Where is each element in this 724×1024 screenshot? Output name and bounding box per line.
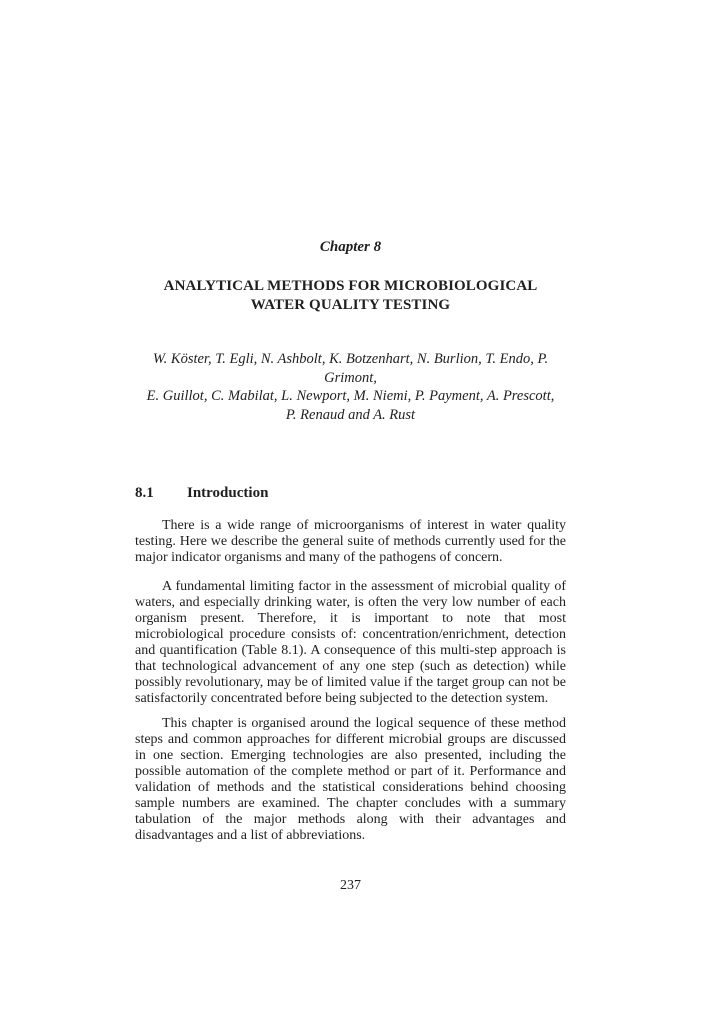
text-block	[135, 0, 566, 894]
author-list-line3: P. Renaud and A. Rust	[285, 406, 416, 423]
section-heading	[135, 484, 566, 502]
chapter-label: Chapter 8	[319, 239, 382, 255]
author-list-line2: E. Guillot, C. Mabilat, L. Newport, M. Niemi, P. Payment, A. Prescott,	[146, 388, 555, 404]
section-number: 8.1	[135, 485, 154, 501]
author-list	[135, 350, 566, 424]
paragraph: A fundamental limiting factor in the assessment of microbial quality of waters, and especially drinking water, is often the very low number of each organism present. Therefore, it is important to note that most microbiological procedure consists of: concentration/enrichment, detection and quantification (Table 8.1). A consequence of this multi-step approach is that technological advancement of any one step (such as detection) while possibly revolutionary, may be of limited value if the target group can not be satisfactorily concentrated before being subjected to the detection system.	[135, 579, 566, 706]
section-title: Introduction	[187, 485, 269, 501]
author-list-line1: W. Köster, T. Egli, N. Ashbolt, K. Botzenhart, N. Burlion, T. Endo, P. Grimont,	[152, 351, 549, 386]
chapter-title	[135, 277, 566, 315]
chapter-title-line2: WATER QUALITY TESTING	[250, 297, 451, 313]
paragraph: This chapter is organised around the logical sequence of these method steps and common approaches for different microbial groups are discussed in one section. Emerging technologies are also presented, including the possible automation of the complete method or part of it. Performance and validation of methods and the statistical considerations behind choosing sample numbers are examined. The chapter concludes with a summary tabulation of the major methods along with their advantages and disadvantages and a list of abbreviations.	[135, 716, 566, 843]
paragraph: There is a wide range of microorganisms of interest in water quality testing. Here we describe the general suite of methods currently used for the major indicator organisms and many of the pathogens of concern.	[135, 518, 566, 565]
chapter-title-line1: ANALYTICAL METHODS FOR MICROBIOLOGICAL	[163, 278, 538, 294]
page-number: 237	[340, 878, 361, 893]
